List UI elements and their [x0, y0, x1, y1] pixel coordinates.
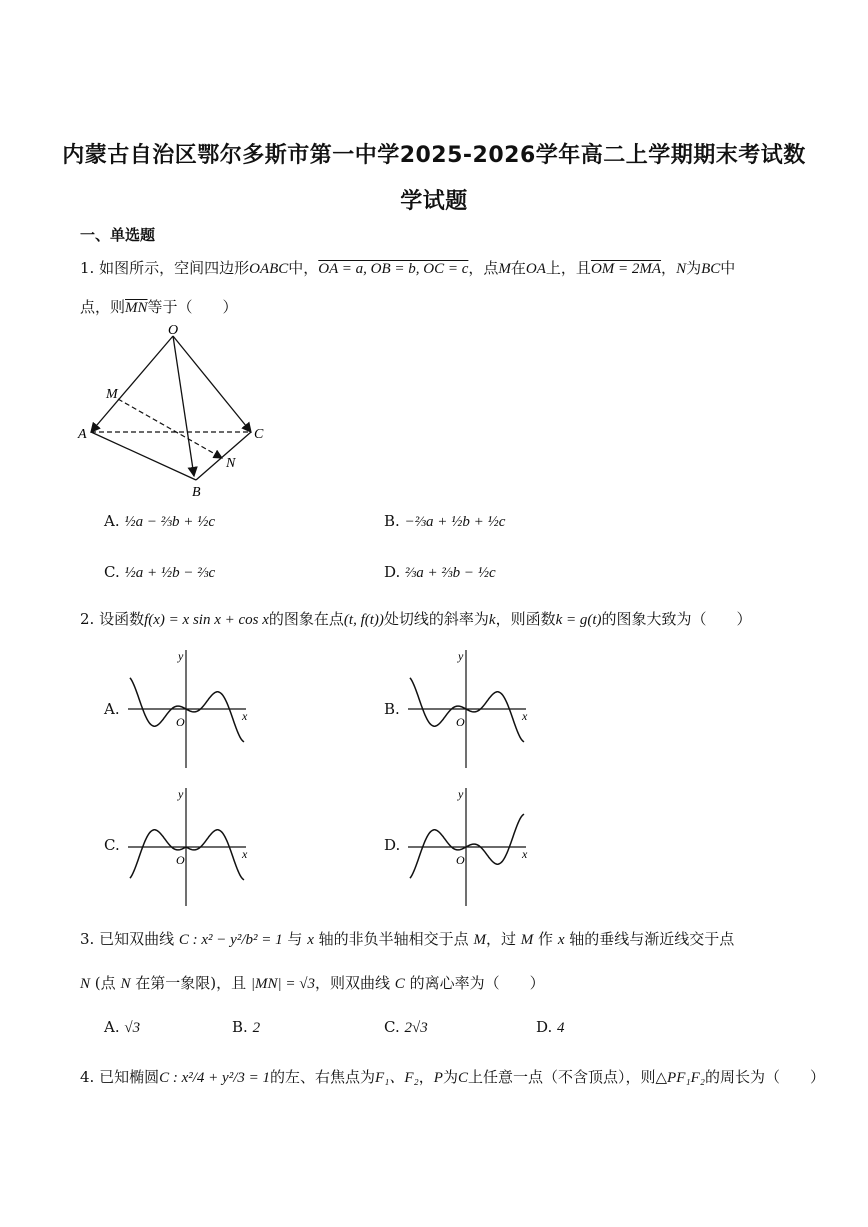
q3-m: M — [520, 932, 534, 948]
option-label: A. — [104, 1018, 120, 1036]
q3-option-d[interactable] — [536, 1018, 565, 1037]
option-label: A. — [104, 512, 120, 530]
label-o: O — [168, 323, 179, 338]
option-expr: ½a + ½b − ⅔c — [124, 565, 216, 581]
option-expr: −⅔a + ½b + ½c — [404, 514, 506, 530]
q1-point-n: N — [676, 261, 687, 277]
option-expr: ½a − ⅔b + ½c — [124, 514, 216, 530]
tetrahedron-figure — [76, 322, 276, 502]
q3-text: 与 — [287, 930, 303, 948]
q3-x: x — [307, 932, 314, 948]
q4-foci: F₁、F₂ — [375, 1070, 419, 1086]
q1-text: 上，且 — [545, 259, 591, 277]
q3-x: x — [557, 932, 565, 948]
q1-shape: OABC — [249, 261, 289, 277]
option-label: B. — [232, 1018, 248, 1036]
option-value: 4 — [557, 1020, 565, 1036]
axis-x-label: x — [522, 709, 528, 723]
option-label: D. — [384, 563, 401, 581]
axis-x-label: x — [242, 709, 248, 723]
q4-text: 上任意一点（不含顶点），则 — [468, 1068, 656, 1086]
q1-line2 — [80, 296, 238, 317]
origin-label: O — [456, 853, 465, 867]
page-title: 内蒙古自治区鄂尔多斯市第一中学2025-2026学年高二上学期期末考试数 — [62, 143, 806, 168]
q4-curve: C : x²/4 + y²/3 = 1 — [159, 1070, 270, 1086]
curve-b — [410, 678, 524, 742]
q3-text: 在第一象限)，且 — [135, 974, 247, 992]
vector-mn — [118, 399, 222, 458]
label-n: N — [226, 456, 236, 471]
option-value: √3 — [124, 1020, 141, 1036]
q2-text: 设函数 — [99, 610, 145, 628]
page-title-line2: 学试题 — [400, 189, 468, 214]
q2-graph-b[interactable] — [402, 646, 532, 770]
option-label: C. — [104, 563, 120, 581]
q4-stem — [80, 1066, 825, 1087]
curve-c — [130, 830, 244, 880]
q2-text: 处切线的斜率为 — [383, 610, 489, 628]
origin-label: O — [456, 715, 465, 729]
q2-number: 2. — [80, 610, 95, 628]
q2-option-d[interactable]: D. — [384, 836, 401, 854]
q1-option-d[interactable] — [384, 563, 496, 582]
option-label: B. — [384, 512, 400, 530]
q3-n: N — [80, 976, 91, 992]
axis-x-label: x — [242, 847, 248, 861]
q2-graph-a[interactable] — [122, 646, 252, 770]
q4-text: 的周长为（ ） — [704, 1068, 825, 1086]
q3-curve: C : x² − y²/b² = 1 — [178, 932, 283, 948]
label-m: M — [106, 387, 118, 402]
q1-condition: OM = 2MA — [590, 261, 662, 277]
q1-number: 1. — [80, 259, 95, 277]
q2-text: 的图象大致为（ ） — [601, 610, 752, 628]
option-value: 2√3 — [404, 1020, 428, 1036]
q1-text: ，点 — [468, 259, 499, 277]
q1-seg-bc: BC — [701, 261, 721, 277]
option-value: 2 — [252, 1020, 261, 1036]
q3-option-c[interactable] — [384, 1018, 428, 1037]
q4-triangle: △PF₁F₂ — [655, 1070, 705, 1086]
curve-d — [410, 814, 524, 878]
q4-text: 的左、右焦点为 — [270, 1068, 376, 1086]
q2-stem — [80, 608, 752, 629]
label-b: B — [192, 485, 201, 500]
q3-condition: |MN| = √3 — [250, 976, 315, 992]
q3-text: 轴的垂线与渐近线交于点 — [569, 930, 735, 948]
q3-text: 已知双曲线 — [99, 930, 175, 948]
q2-graph-c[interactable] — [122, 784, 252, 908]
q1-line1 — [80, 257, 735, 278]
q1-option-c[interactable] — [104, 563, 215, 582]
option-label: C. — [384, 1018, 400, 1036]
q1-option-b[interactable] — [384, 512, 505, 531]
q4-text: ， — [418, 1068, 434, 1086]
q3-text: 轴的非负半轴相交于点 — [318, 930, 469, 948]
q4-p: P — [433, 1070, 443, 1086]
q1-text: 等于（ ） — [147, 298, 238, 316]
q4-text: 为 — [442, 1068, 458, 1086]
q3-text: 作 — [538, 930, 554, 948]
q3-n: N — [120, 976, 131, 992]
option-expr: ⅔a + ⅔b − ½c — [405, 565, 496, 581]
q3-text: ，过 — [485, 930, 516, 948]
q1-text: 在 — [510, 259, 526, 277]
q1-text: 如图所示，空间四边形 — [99, 259, 250, 277]
q3-option-a[interactable] — [104, 1018, 140, 1037]
q2-gfunc: k = g(t) — [555, 612, 602, 628]
q2-k: k — [488, 612, 496, 628]
edge-ab — [91, 432, 196, 480]
edge-oa — [91, 336, 173, 432]
q3-text: ，则双曲线 — [314, 974, 390, 992]
axis-x-label: x — [522, 847, 528, 861]
q2-option-c[interactable]: C. — [104, 836, 120, 854]
q3-line1 — [80, 928, 734, 949]
origin-label: O — [176, 853, 185, 867]
q3-text: 的离心率为（ ） — [409, 974, 545, 992]
label-a: A — [78, 427, 87, 442]
q1-vectors: OA = a, OB = b, OC = c — [318, 261, 469, 277]
q2-text: 的图象在点 — [268, 610, 344, 628]
q1-seg-oa: OA — [525, 261, 546, 277]
q1-point-m: M — [498, 261, 511, 277]
q1-text: 为 — [686, 259, 702, 277]
q4-text: 已知椭圆 — [99, 1068, 160, 1086]
axis-y-label: y — [458, 787, 464, 801]
q3-option-b[interactable] — [232, 1018, 260, 1037]
axis-y-label: y — [178, 649, 184, 663]
q2-option-a[interactable]: A. — [104, 700, 120, 718]
q1-text: 中， — [288, 259, 319, 277]
axis-y-label: y — [178, 787, 184, 801]
q1-text: 中 — [720, 259, 736, 277]
q4-c: C — [457, 1070, 468, 1086]
q3-text: (点 — [94, 974, 116, 992]
q1-vector-mn: $\overline{MN}$ — [125, 300, 148, 316]
q1-text: 点，则 — [80, 298, 126, 316]
origin-label: O — [176, 715, 185, 729]
option-label: D. — [536, 1018, 553, 1036]
section-label: 一、单选题 — [80, 226, 156, 244]
q1-option-a[interactable] — [104, 512, 215, 531]
q3-number: 3. — [80, 930, 95, 948]
curve-a — [130, 678, 244, 742]
q2-point: (t, f(t)) — [343, 612, 384, 628]
edge-bc — [196, 432, 251, 480]
q2-graph-d[interactable] — [402, 784, 532, 908]
q2-option-b[interactable]: B. — [384, 700, 400, 718]
q3-c: C — [394, 976, 405, 992]
label-c: C — [254, 427, 264, 442]
q3-line2 — [80, 972, 545, 993]
q3-m: M — [473, 932, 486, 948]
axis-y-label: y — [458, 649, 464, 663]
q2-text: ，则函数 — [495, 610, 556, 628]
q1-text: ， — [661, 259, 677, 277]
q4-number: 4. — [80, 1068, 95, 1086]
q2-function: f(x) = x sin x + cos x — [144, 612, 269, 628]
